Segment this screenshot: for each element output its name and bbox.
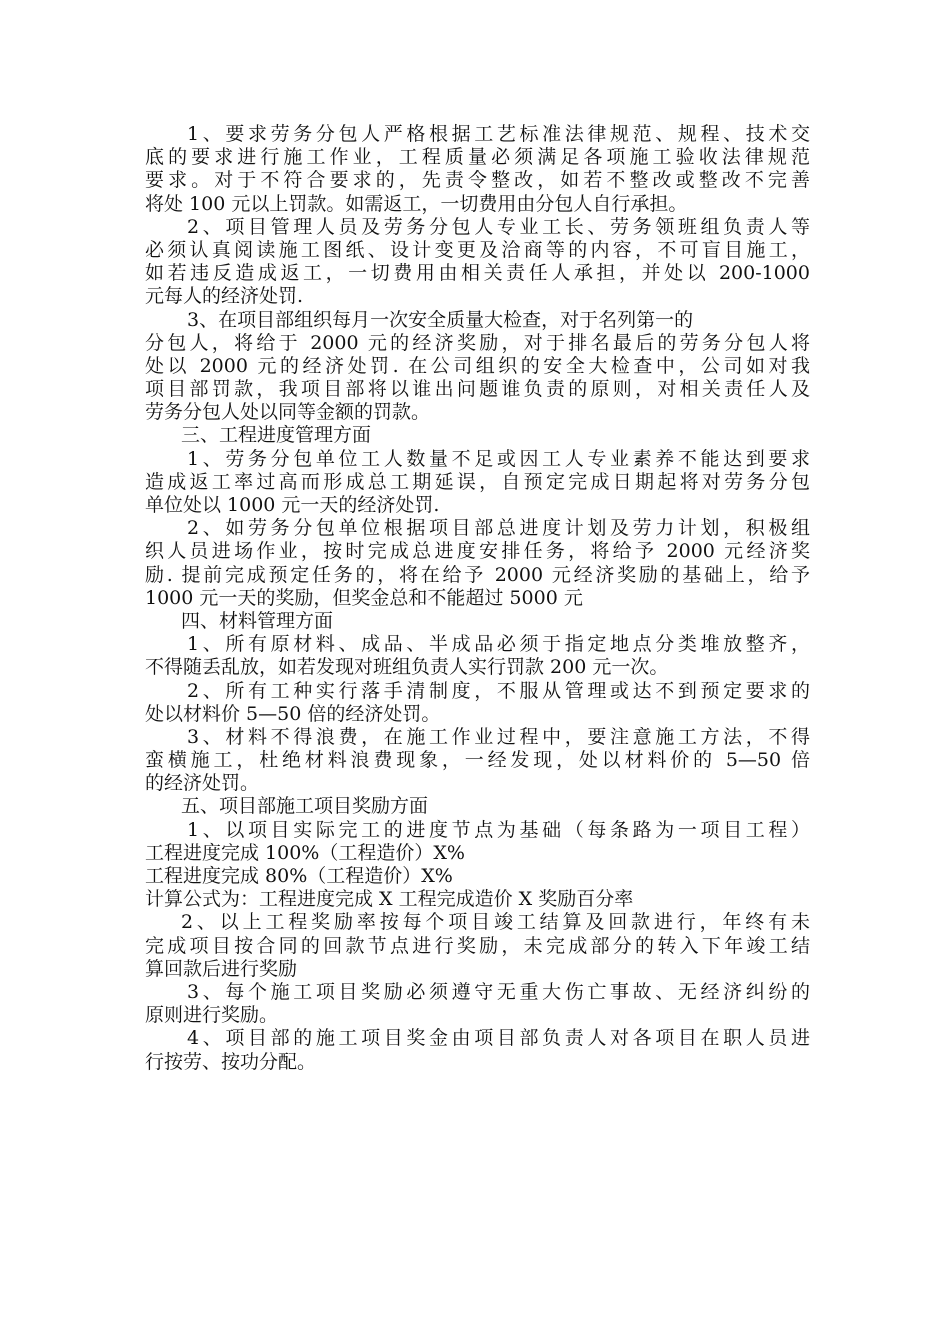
- text-line: 完成项目按合同的回款节点进行奖励，未完成部分的转入下年竣工结: [145, 934, 810, 957]
- text-line: 必须认真阅读施工图纸、设计变更及洽商等的内容，不可盲目施工，: [145, 238, 810, 261]
- text-line: 3、在项目部组织每月一次安全质量大检查，对于名列第一的: [187, 308, 694, 331]
- text-line: 2、以上工程奖励率按每个项目竣工结算及回款进行，年终有未: [181, 911, 810, 934]
- text-line: 1、所有原材料、成品、半成品必须于指定地点分类堆放整齐，: [187, 633, 810, 656]
- text-line: 原则进行奖励。: [145, 1004, 279, 1027]
- text-line: 1、以项目实际完工的进度节点为基础（每条路为一项目工程）: [187, 818, 810, 841]
- text-line: 处以材料价 5—50 倍的经济处罚。: [145, 702, 441, 725]
- text-line: 要求。对于不符合要求的，先责令整改，如若不整改或整改不完善: [145, 169, 810, 192]
- text-line: 三、工程进度管理方面: [181, 424, 372, 447]
- text-line: 励. 提前完成预定任务的，将在给予 2000 元经济奖励的基础上，给予: [145, 563, 810, 586]
- text-line: 3、材料不得浪费，在施工作业过程中，要注意施工方法，不得: [187, 725, 810, 748]
- text-line: 单位处以 1000 元一天的经济处罚.: [145, 494, 440, 516]
- text-line: 分包人，将给于 2000 元的经济奖励，对于排名最后的劳务分包人将: [145, 331, 810, 354]
- text-line: 1000 元一天的奖励，但奖金总和不能超过 5000 元: [145, 586, 583, 609]
- text-line: 造成返工率过高而形成总工期延误，自预定完成日期起将对劳务分包: [145, 470, 810, 493]
- text-line: 2、项目管理人员及劳务分包人专业工长、劳务领班组负责人等: [187, 215, 810, 238]
- text-line: 的经济处罚。: [145, 772, 260, 795]
- text-line: 如若违反造成返工，一切费用由相关责任人承担，并处以 200-1000: [145, 262, 810, 285]
- text-line: 工程进度完成 100%（工程造价）X%: [145, 841, 465, 864]
- text-line: 蛮横施工，杜绝材料浪费现象，一经发现，处以材料价的 5—50 倍: [145, 749, 810, 772]
- text-line: 不得随丢乱放，如若发现对班组负责人实行罚款 200 元一次。: [145, 656, 669, 679]
- text-line: 2、所有工种实行落手清制度，不服从管理或达不到预定要求的: [187, 679, 810, 702]
- text-line: 五、项目部施工项目奖励方面: [181, 795, 429, 818]
- text-line: 1、劳务分包单位工人数量不足或因工人专业素养不能达到要求: [187, 447, 810, 470]
- text-line: 织人员进场作业，按时完成总进度安排任务，将给予 2000 元经济奖: [145, 540, 810, 563]
- document-body: [145, 123, 810, 1074]
- text-line: 四、材料管理方面: [181, 609, 334, 632]
- text-line: 底的要求进行施工作业，工程质量必须满足各项施工验收法律规范: [145, 146, 810, 169]
- text-line: 将处 100 元以上罚款。如需返工，一切费用由分包人自行承担。: [145, 192, 688, 215]
- text-line: 算回款后进行奖励: [145, 957, 298, 980]
- text-line: 计算公式为：工程进度完成 X 工程完成造价 X 奖励百分率: [145, 888, 634, 911]
- text-line: 行按劳、按功分配。: [145, 1050, 317, 1073]
- text-line: 工程进度完成 80%（工程造价）X%: [145, 865, 453, 887]
- text-line: 元每人的经济处罚.: [145, 285, 304, 308]
- text-line: 2、如劳务分包单位根据项目部总进度计划及劳力计划，积极组: [187, 517, 810, 540]
- text-line: 处以 2000 元的经济处罚. 在公司组织的安全大检查中，公司如对我: [145, 354, 810, 377]
- text-line: 4、项目部的施工项目奖金由项目部负责人对各项目在职人员进: [187, 1027, 810, 1050]
- text-line: 1、要求劳务分包人严格根据工艺标准法律规范、规程、技术交: [187, 123, 810, 145]
- text-line: 3、每个施工项目奖励必须遵守无重大伤亡事故、无经济纠纷的: [187, 980, 810, 1003]
- text-line: 项目部罚款，我项目部将以谁出问题谁负责的原则，对相关责任人及: [145, 378, 810, 401]
- text-line: 劳务分包人处以同等金额的罚款。: [145, 401, 431, 424]
